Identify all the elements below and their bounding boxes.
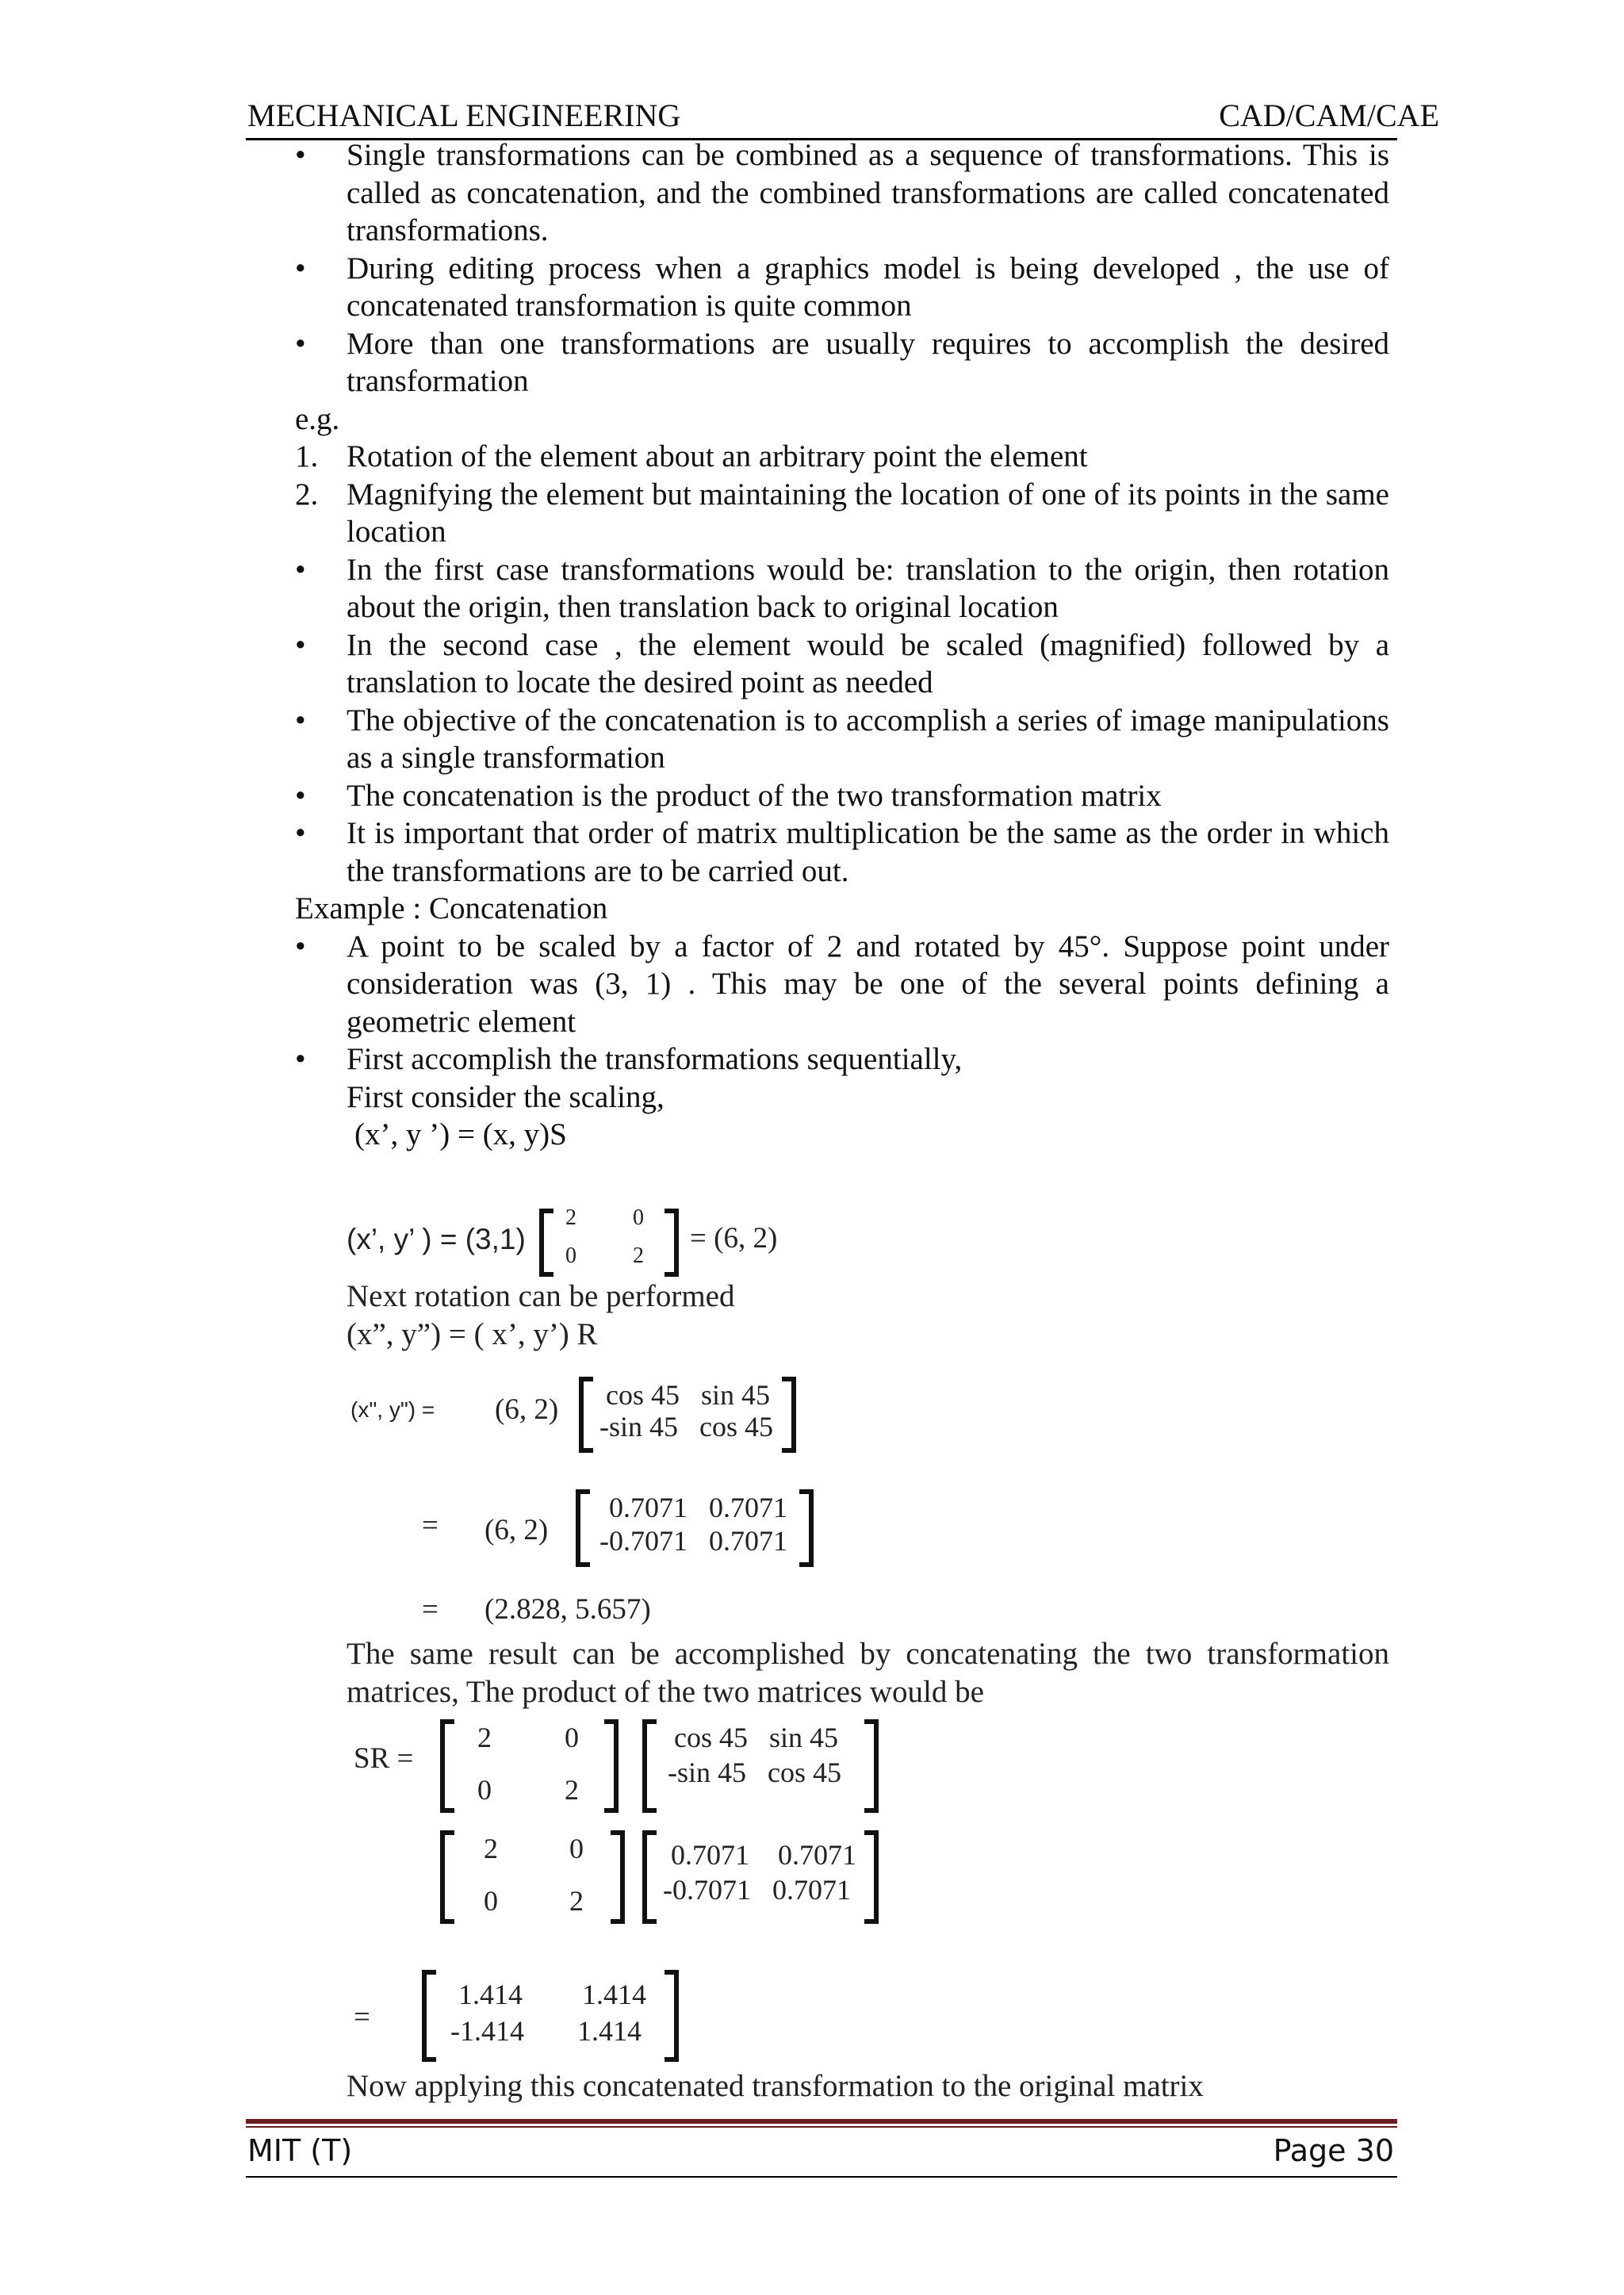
bullet-mark: • bbox=[295, 1042, 306, 1076]
footer-bottom-rule bbox=[246, 2176, 1397, 2178]
footer-page-number: Page 30 bbox=[1273, 2133, 1394, 2168]
sr2-m1-bracket-right bbox=[611, 1830, 625, 1924]
sr3-12: 1.414 bbox=[582, 1979, 646, 2010]
header-right: CAD/CAM/CAE bbox=[1219, 98, 1439, 133]
eq4-result: (2.828, 5.657) bbox=[485, 1593, 651, 1626]
sr3-bracket-left bbox=[422, 1970, 436, 2062]
sr2-m2-row1: 0.7071 0.7071 bbox=[671, 1839, 856, 1871]
sr-m1-12: 0 bbox=[565, 1722, 579, 1753]
header-left: MECHANICAL ENGINEERING bbox=[247, 98, 681, 133]
eq3-row1: 0.7071 0.7071 bbox=[609, 1492, 787, 1523]
footer-rule-thin bbox=[246, 2126, 1397, 2128]
numbered-item bbox=[247, 438, 1389, 476]
sr-m2-row1: cos 45 sin 45 bbox=[674, 1722, 838, 1753]
sr2-m1-11: 2 bbox=[484, 1833, 498, 1864]
bullet-text: More than one transformations are usually requires to accomplish the desired transformation bbox=[347, 326, 1389, 398]
bullet-mark: • bbox=[295, 326, 306, 361]
eq3-equals: = bbox=[422, 1509, 439, 1542]
bullet-text: A point to be scaled by a factor of 2 and rotated by 45°. Suppose point under consideration was (3, 1) . This may be one of the several points defining a geometric element bbox=[347, 929, 1389, 1039]
sr2-m1-bracket-left bbox=[440, 1830, 454, 1924]
bullet-text: The objective of the concatenation is to accomplish a series of image manipulations as a single transformation bbox=[347, 703, 1389, 775]
sr-m1-11: 2 bbox=[477, 1722, 492, 1753]
item-number: 1. bbox=[295, 439, 319, 473]
bullet-item bbox=[247, 1040, 1389, 1079]
item-number: 2. bbox=[295, 477, 319, 511]
sr3-22: 1.414 bbox=[577, 2015, 642, 2047]
item-text: Rotation of the element about an arbitrary point the element bbox=[347, 439, 1088, 473]
item-text: Magnifying the element but maintaining the location of one of its points in the same location bbox=[347, 477, 1389, 549]
same-result-paragraph: The same result can be accomplished by concatenating the two transformation matrices, The product of the two matrices would be bbox=[347, 1637, 1389, 1709]
bullet-mark: • bbox=[295, 703, 306, 738]
eq2-row1: cos 45 sin 45 bbox=[606, 1379, 770, 1411]
sr3-21: -1.414 bbox=[450, 2015, 524, 2047]
bullet-text: In the first case transformations would be: translation to the origin, then rotation about the origin, then translation back to original location bbox=[347, 552, 1389, 624]
eq1-rhs: = (6, 2) bbox=[690, 1222, 778, 1255]
eq2-vector: (6, 2) bbox=[495, 1393, 559, 1426]
bullet-text: In the second case , the element would be scaled (magnified) followed by a translation to locate the desired point as needed bbox=[347, 627, 1389, 699]
scale-definition: (x’, y ’) = (x, y)S bbox=[354, 1117, 567, 1151]
bullet-mark: • bbox=[295, 929, 306, 964]
eq1-m21: 0 bbox=[565, 1243, 576, 1268]
bullet-item bbox=[247, 325, 1389, 400]
bullet-item bbox=[247, 626, 1389, 702]
eq3-row2: -0.7071 0.7071 bbox=[599, 1525, 787, 1557]
eq2-row2: -sin 45 cos 45 bbox=[599, 1411, 773, 1443]
sr-m2-bracket-left bbox=[642, 1719, 657, 1813]
sr-m2-row2: -sin 45 cos 45 bbox=[668, 1757, 841, 1788]
eq3-vector: (6, 2) bbox=[485, 1514, 549, 1546]
sr-m1-21: 0 bbox=[477, 1774, 492, 1806]
eq4-equals: = bbox=[422, 1593, 439, 1626]
bullet-item bbox=[247, 136, 1389, 250]
footer-rule-thick bbox=[246, 2119, 1397, 2124]
footer-left: MIT (T) bbox=[247, 2133, 353, 2168]
numbered-item bbox=[247, 476, 1389, 551]
eq1-m12: 0 bbox=[633, 1205, 644, 1230]
bullet-text: During editing process when a graphics model is being developed , the use of concatenated transformation is quite common bbox=[347, 251, 1389, 323]
now-applying-line: Now applying this concatenated transformation to the original matrix bbox=[347, 2069, 1204, 2103]
sr2-m2-bracket-left bbox=[642, 1830, 657, 1924]
sr3-equals: = bbox=[354, 2001, 370, 2033]
sr2-m2-bracket-right bbox=[864, 1830, 879, 1924]
eq2-bracket-left bbox=[579, 1377, 593, 1453]
eq2-bracket-right bbox=[782, 1377, 796, 1453]
bullet-text: It is important that order of matrix multiplication be the same as the order in which the transformations are to be carried out. bbox=[347, 816, 1389, 888]
eq1-m22: 2 bbox=[633, 1243, 644, 1268]
bullet-item bbox=[247, 250, 1389, 325]
sr-m1-bracket-left bbox=[440, 1719, 454, 1813]
sr3-11: 1.414 bbox=[458, 1979, 523, 2010]
bullet-item bbox=[247, 814, 1389, 890]
bullet-item bbox=[247, 928, 1389, 1041]
example-heading: Example : Concatenation bbox=[295, 891, 608, 925]
sr-m1-22: 2 bbox=[565, 1774, 579, 1806]
sr-m1-bracket-right bbox=[604, 1719, 619, 1813]
eq1-lhs: (x’, y’ ) = (3,1) bbox=[347, 1223, 526, 1255]
sr2-m1-22: 2 bbox=[569, 1885, 584, 1917]
bullet-mark: • bbox=[295, 138, 306, 172]
bullet-mark: • bbox=[295, 816, 306, 850]
first-consider-line: First consider the scaling, bbox=[347, 1079, 665, 1114]
bullet-item bbox=[247, 777, 1389, 815]
sr2-m1-21: 0 bbox=[484, 1885, 498, 1917]
next-rotation-line: Next rotation can be performed bbox=[347, 1279, 735, 1313]
eq1-bracket-right bbox=[665, 1209, 679, 1277]
sr-m2-bracket-right bbox=[864, 1719, 879, 1813]
eq3-bracket-left bbox=[576, 1489, 590, 1567]
bullet-mark: • bbox=[295, 627, 306, 662]
sr-label: SR = bbox=[354, 1742, 414, 1775]
body-text bbox=[247, 136, 1389, 1154]
eg-label: e.g. bbox=[295, 401, 340, 436]
sr2-m1-12: 0 bbox=[569, 1833, 584, 1864]
bullet-mark: • bbox=[295, 251, 306, 285]
eq2-lhs: (x", y") = bbox=[350, 1397, 435, 1422]
rotation-definition: (x”, y”) = ( x’, y’) R bbox=[347, 1317, 598, 1351]
eq3-bracket-right bbox=[799, 1489, 814, 1567]
bullet-item bbox=[247, 551, 1389, 626]
sr3-bracket-right bbox=[665, 1970, 679, 2062]
bullet-text: Single transformations can be combined as a sequence of transformations. This is called as concatenation, and the combined transformations are called concatenated transformations. bbox=[347, 138, 1389, 247]
bullet-mark: • bbox=[295, 552, 306, 587]
sr2-m2-row2: -0.7071 0.7071 bbox=[663, 1874, 851, 1906]
bullet-text: First accomplish the transformations sequentially, bbox=[347, 1042, 963, 1076]
bullet-item bbox=[247, 702, 1389, 777]
eq1-bracket-left bbox=[539, 1209, 553, 1277]
bullet-mark: • bbox=[295, 778, 306, 813]
bullet-text: The concatenation is the product of the two transformation matrix bbox=[347, 778, 1162, 813]
eq1-m11: 2 bbox=[565, 1205, 576, 1230]
